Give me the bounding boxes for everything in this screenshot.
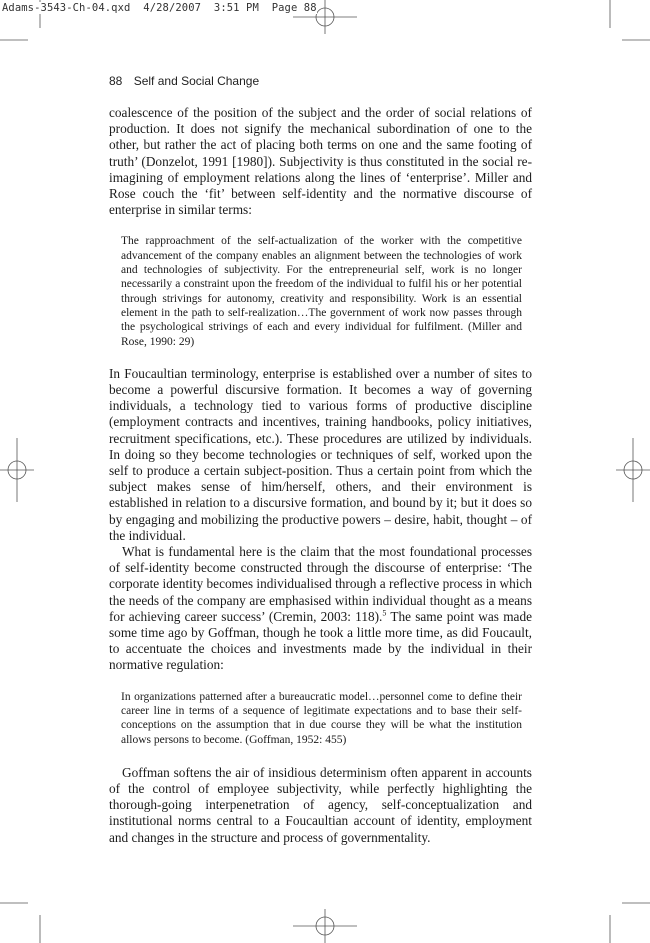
block-quote-miller-rose: The rapproachment of the self-actualization of the worker with the competitive advancement of the company enables an alignment between the technologies of work and technologies of subjectivity. For the entrepreneurial self, work is no longer necessarily a constraint upon the freedom of the individual to fulfil his or her potential through strivings for autonomy, creativity and responsibility. Work is an essential element in the path to self-realization…The government of work now passes through the psychological strivings of each and every individual for fulfilment. (Miller and Rose, 1990: 29) xyxy=(121,235,522,348)
footnote-reference: 5 xyxy=(382,608,387,618)
registration-mark-left xyxy=(0,438,34,502)
page-number: 88 xyxy=(109,74,123,88)
paragraph-3-text-b: The same point was made some time ago by Goffman, though he took a little more time, as did Foucault, to accentuate the choices and investments made by the individual in their normative regulation: xyxy=(109,608,532,673)
paragraph-2: In Foucaultian terminology, enterprise is established over a number of sites to become a powerful discursive formation. It becomes a way of governing individuals, a technology tied to various forms of productive discipline (employment contracts and incentives, training handbooks, policy initiatives, recruitment specifications, etc.). These procedures are utilized by individuals. In doing so they become technologies or techniques of self, worked upon the self to produce a certain subject-position. Thus a certain point from which the subject makes sense of him/herself, others, and their environment is established in relation to a discursive formation, and bound by it; but it does so by engaging and mobilizing the productive powers – desire, habit, thought – of the individual. xyxy=(109,365,532,543)
paragraph-3-text-a: What is fundamental here is the claim that the most foundational processes of self-identity become constructed through the discourse of enterprise: ‘The corporate identity becomes individualised through a reflective process in which the needs of the company are emphasised within individual thought as a means for achieving career success’ (Cremin, 2003: 118). xyxy=(109,544,532,624)
registration-mark-bottom xyxy=(293,909,357,943)
running-head-title: Self and Social Change xyxy=(133,74,260,88)
block-quote-goffman: In organizations patterned after a bureaucratic model…personnel come to define their career line in terms of a sequence of legitimate expectations and to base their self-conceptions on the assumption that in due course they will be what the institution allows persons to become. (Goffman, 1952: 455) xyxy=(121,690,522,746)
paragraph-4: Goffman softens the air of insidious determinism often apparent in accounts of the control of employee subjectivity, while perfectly highlighting the thorough-going interpenetration of agency, self-conceptualization and institutional norms central to a Foucaultian account of identity, employment and changes in the structure and process of governmentality. xyxy=(109,764,532,845)
registration-mark-right xyxy=(616,438,650,502)
paragraph-1: coalescence of the position of the subject and the order of social relations of production. It does not signify the mechanical subordination of one to the other, but rather the act of placing both terms on one and the same footing of truth’ (Donzelot, 1991 [1980]). Subjectivity is thus constituted in the social re-imagining of employment relations along the lines of ‘enterprise’. Miller and Rose couch the ‘fit’ between self-identity and the normative discourse of enterprise in similar terms: xyxy=(109,105,532,218)
printer-slug: Adams-3543-Ch-04.qxd 4/28/2007 3:51 PM Page 88 xyxy=(2,2,317,14)
